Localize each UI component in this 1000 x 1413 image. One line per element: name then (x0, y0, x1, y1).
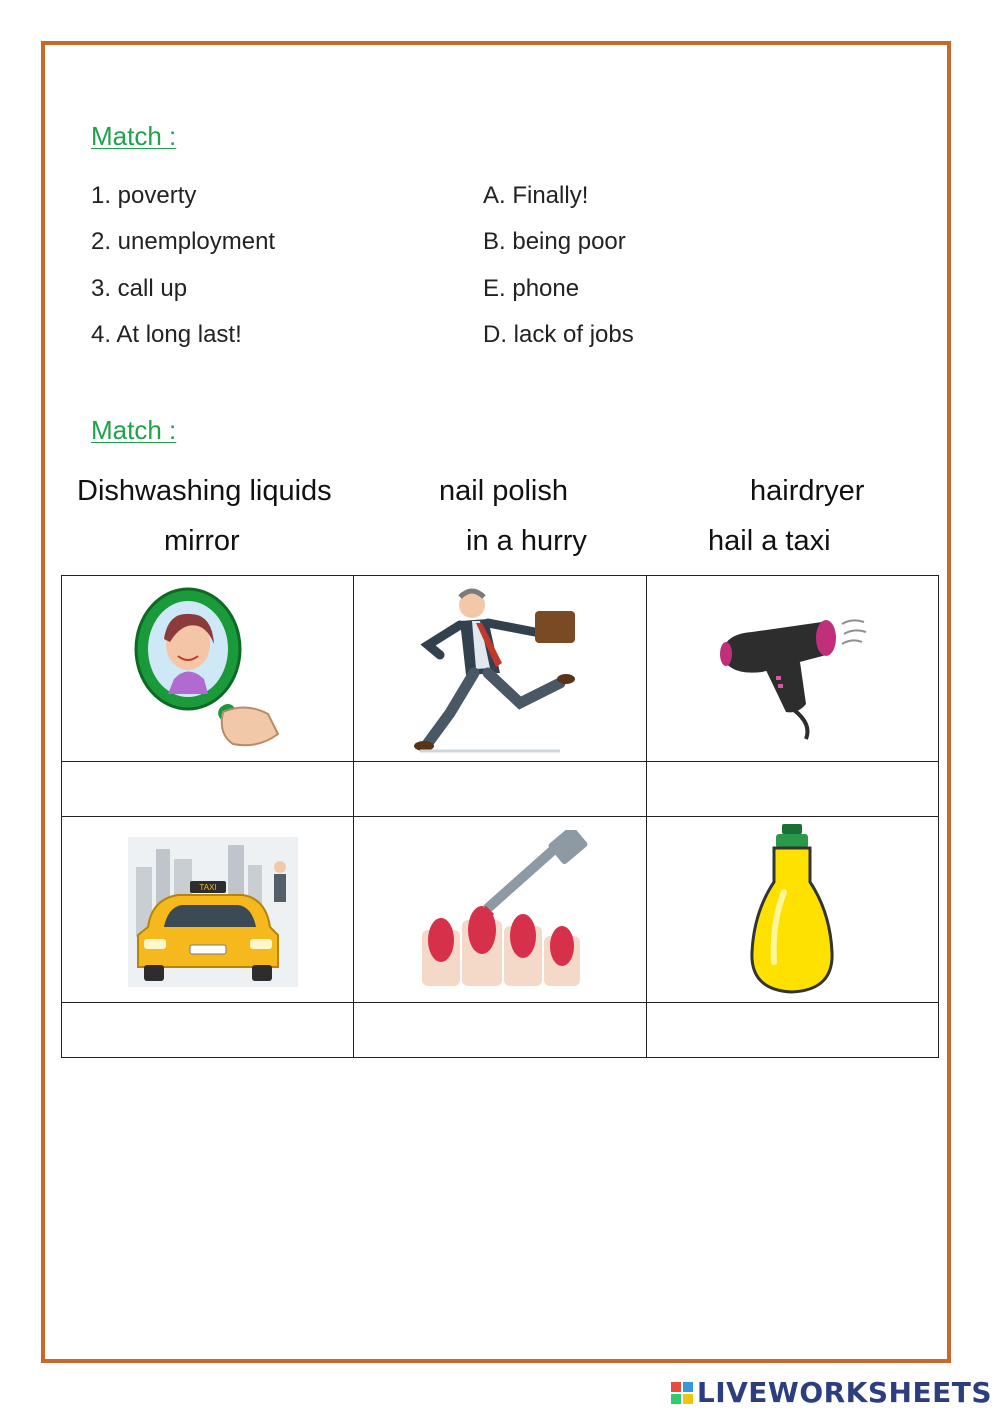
section1-heading: Match : (91, 121, 177, 151)
answer-cell-2[interactable] (354, 762, 646, 817)
left-item-3: 3. call up (91, 275, 188, 302)
right-item-a: A. Finally! (483, 182, 589, 209)
brand-text: LIVEWORKSHEETS (696, 1376, 992, 1409)
right-item-b: B. being poor (483, 228, 626, 255)
answer-cell-5[interactable] (354, 1003, 646, 1058)
taxi-picture-cell (62, 817, 354, 1003)
word-in-a-hurry: in a hurry (466, 525, 587, 557)
answer-cell-4[interactable] (62, 1003, 354, 1058)
left-item-1: 1. poverty (91, 182, 197, 209)
right-item-d: D. lack of jobs (483, 321, 634, 348)
dishwashing-liquid-picture (702, 822, 882, 998)
answer-cell-6[interactable] (646, 1003, 938, 1058)
dishwashing-liquid-picture-cell (646, 817, 938, 1003)
hairdryer-picture-cell (646, 576, 938, 762)
word-nail-polish: nail polish (439, 475, 568, 507)
picture-row (62, 817, 939, 1003)
liveworksheets-logo-icon (671, 1382, 693, 1404)
nail-polish-picture (410, 830, 590, 990)
answer-cell-3[interactable] (646, 762, 938, 817)
left-item-4: 4. At long last! (91, 321, 242, 348)
liveworksheets-brand (671, 1376, 992, 1409)
nail-polish-picture-cell (354, 817, 646, 1003)
answer-row-1 (62, 762, 939, 817)
hurrying-man-picture (410, 583, 590, 755)
right-item-e: E. phone (483, 275, 580, 302)
word-mirror: mirror (164, 525, 240, 557)
word-hail-a-taxi: hail a taxi (708, 525, 831, 557)
svg-text:TAXI: TAXI (199, 883, 217, 892)
hurrying-man-picture-cell (354, 576, 646, 762)
picture-row (62, 576, 939, 762)
word-hairdryer: hairdryer (750, 475, 865, 507)
left-item-2: 2. unemployment (91, 228, 276, 255)
mirror-picture (118, 584, 298, 754)
hairdryer-picture (702, 594, 882, 744)
mirror-picture-cell (62, 576, 354, 762)
answer-row-2 (62, 1003, 939, 1058)
section2-heading: Match : (91, 415, 177, 445)
taxi-picture (118, 827, 298, 992)
answer-cell-1[interactable] (62, 762, 354, 817)
matching-grid (61, 575, 939, 1058)
word-dishwashing-liquids: Dishwashing liquids (77, 475, 332, 507)
